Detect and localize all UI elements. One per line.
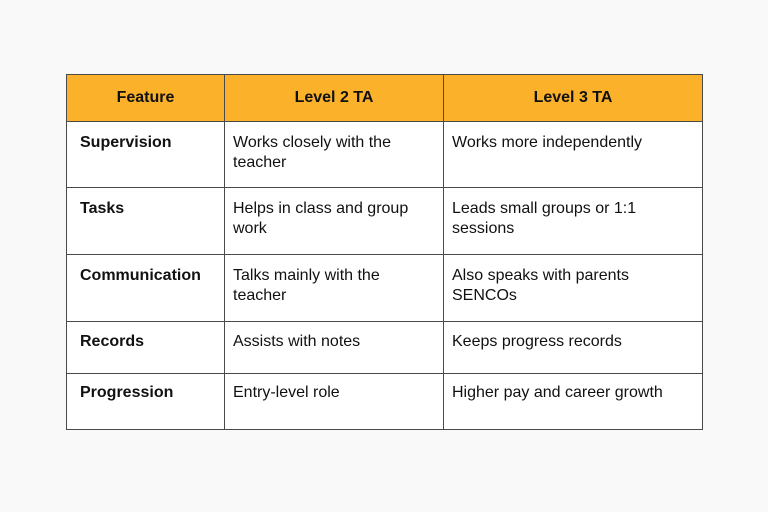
level-2-cell: Assists with notes <box>225 322 444 374</box>
feature-cell: Tasks <box>67 188 225 255</box>
level-3-cell: Higher pay and career growth <box>444 374 703 430</box>
feature-cell: Supervision <box>67 122 225 188</box>
level-2-cell: Entry-level role <box>225 374 444 430</box>
table-row <box>67 122 703 188</box>
level-2-cell: Helps in class and group work <box>225 188 444 255</box>
level-3-cell: Works more independently <box>444 122 703 188</box>
table-header-row <box>67 75 703 122</box>
comparison-table <box>66 74 703 430</box>
header-level-2: Level 2 TA <box>225 75 444 122</box>
comparison-table-container <box>66 74 702 430</box>
level-3-cell: Also speaks with parents SENCOs <box>444 255 703 322</box>
table-row <box>67 322 703 374</box>
header-feature: Feature <box>67 75 225 122</box>
feature-cell: Communication <box>67 255 225 322</box>
level-3-cell: Leads small groups or 1:1 sessions <box>444 188 703 255</box>
header-level-3: Level 3 TA <box>444 75 703 122</box>
table-row <box>67 374 703 430</box>
level-2-cell: Works closely with the teacher <box>225 122 444 188</box>
feature-cell: Progression <box>67 374 225 430</box>
table-row <box>67 188 703 255</box>
feature-cell: Records <box>67 322 225 374</box>
table-row <box>67 255 703 322</box>
level-2-cell: Talks mainly with the teacher <box>225 255 444 322</box>
level-3-cell: Keeps progress records <box>444 322 703 374</box>
